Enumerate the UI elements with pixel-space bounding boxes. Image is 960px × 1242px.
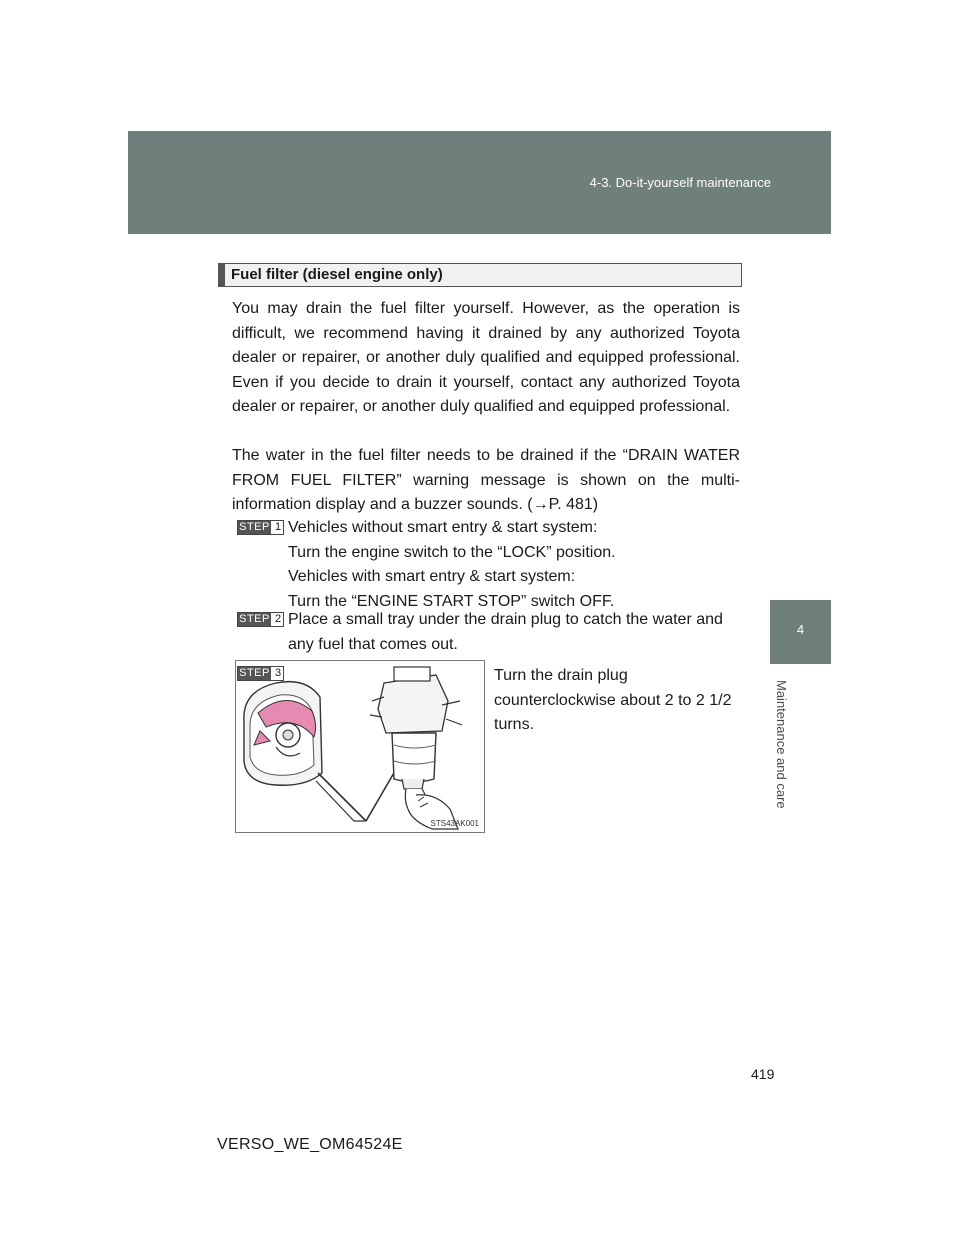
section-heading [218,263,742,287]
step-line: Turn the “ENGINE START STOP” switch OFF. [288,592,615,610]
section-title: 4-3. Do-it-yourself maintenance [589,175,771,190]
step-text [288,516,743,614]
section-heading-text: Fuel filter (diesel engine only) [231,266,443,283]
chapter-tab[interactable] [770,600,831,664]
chapter-label [771,680,791,809]
step-line: Vehicles without smart entry & start system: [288,519,598,536]
step-number: 2 [274,613,282,625]
step-word: STEP [239,613,270,625]
step-3-text: Turn the drain plug counterclockwise about 2 to 2 1/2 turns. [494,667,732,733]
step-number: 3 [274,667,282,679]
step-word: STEP [239,667,270,679]
figure-code: STS43AK001 [430,819,479,828]
chapter-number: 4 [796,622,805,637]
step-line: Turn the engine switch to the “LOCK” position. [288,543,616,561]
document-code: VERSO_WE_OM64524E [217,1136,403,1153]
step-badge [237,612,284,627]
chapter-label-text: Maintenance and care [774,680,789,809]
step-line: Place a small tray under the drain plug to catch the water and any fuel that comes out. [288,611,723,653]
page-number: 419 [751,1066,775,1082]
step-line: Vehicles with smart entry & start system: [288,568,576,585]
step-text [288,608,743,657]
step-badge [237,666,284,681]
warning-paragraph: The water in the fuel filter needs to be drained if the “DRAIN WATER FROM FUEL FILTER” warning message is shown on the multi-information display and a buzzer sounds. (→P. 481) [232,447,740,513]
heading-accent-bar [219,264,225,286]
intro-paragraph: You may drain the fuel filter yourself. However, as the operation is difficult, we recommend having it drained by any authorized Toyota dealer or repairer, or another duly qualified and equipped professional. Even if you decide to drain it yourself, contact any authorized Toyota dealer or repairer, or another duly qualified and equipped professional. [232,300,740,415]
step-badge [237,520,284,535]
fuel-filter-drawing [236,661,484,832]
header-band [128,131,831,234]
step-number: 1 [274,521,282,533]
step-word: STEP [239,521,270,533]
drain-plug-illustration [235,660,485,833]
